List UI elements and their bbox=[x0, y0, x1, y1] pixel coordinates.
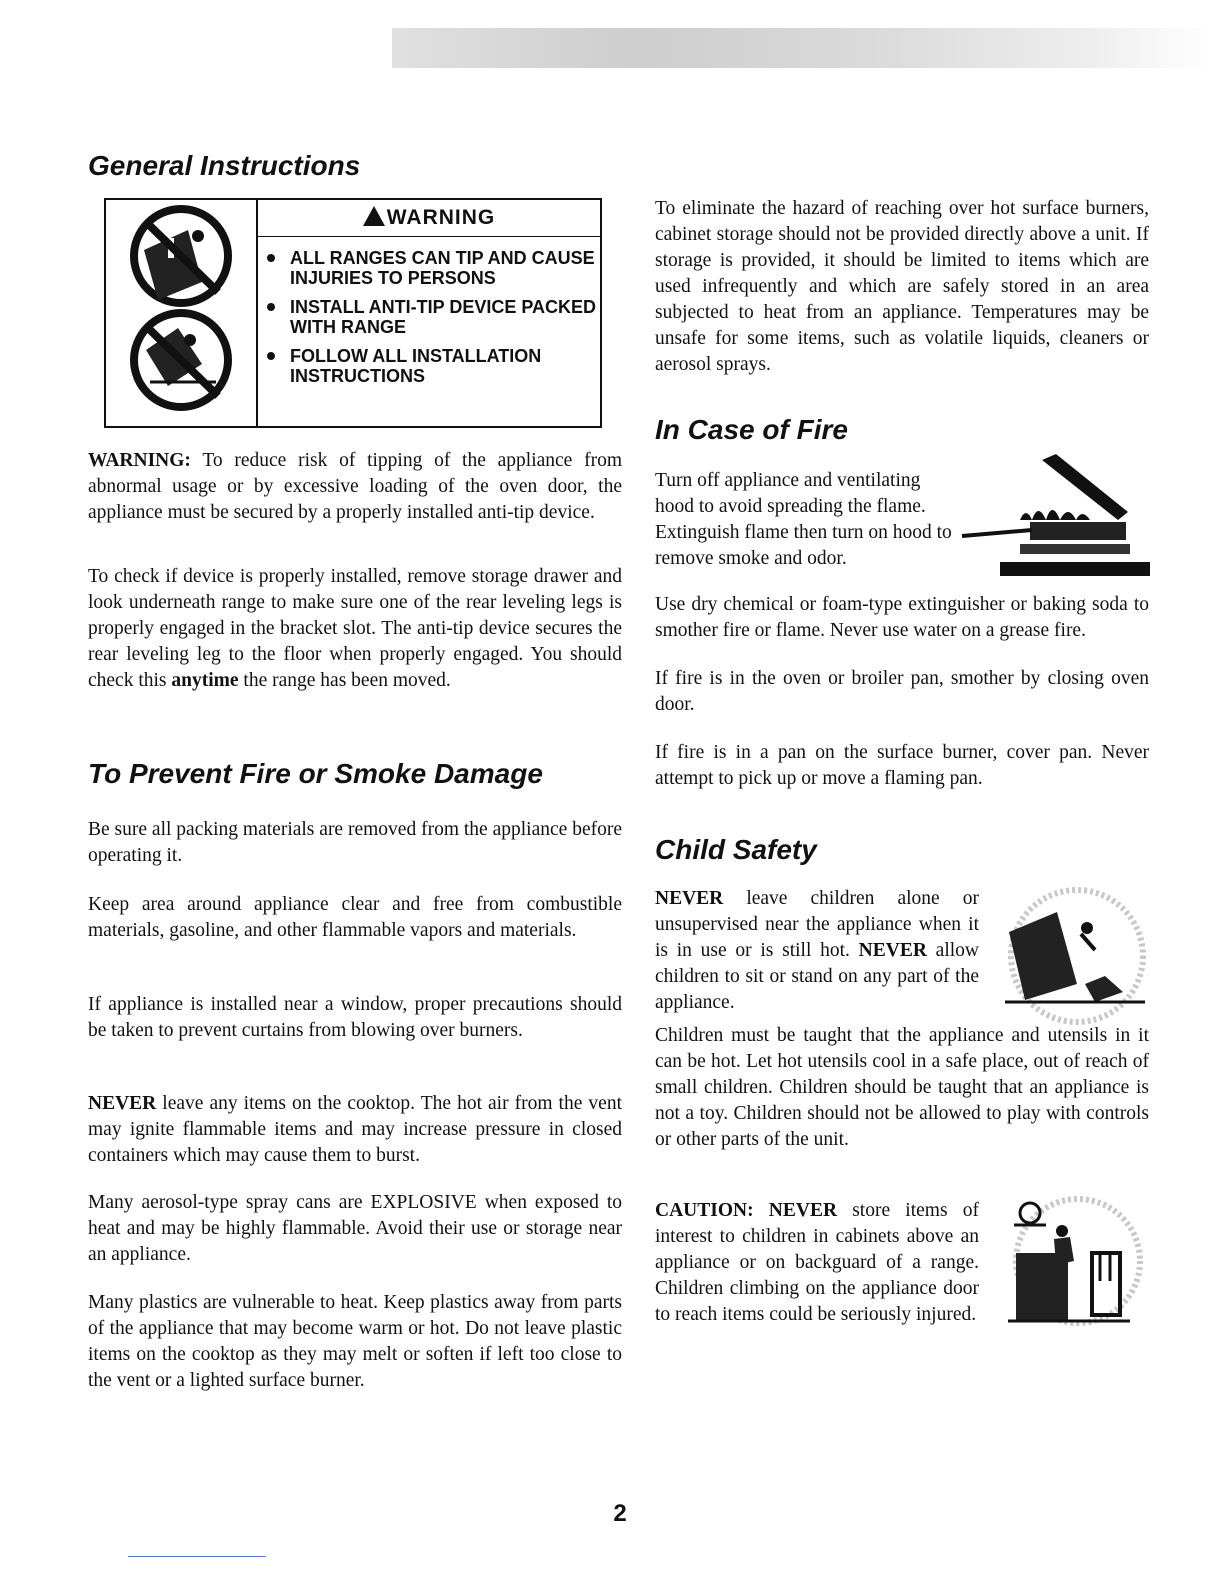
no-tipping-door-icon bbox=[134, 313, 228, 407]
pan-fire-icon bbox=[960, 450, 1155, 580]
prevent-paragraph-5: Many aerosol-type spray cans are EXPLOSIVE when exposed to heat and may be highly flammable. Avoid their use or storage near an appliance. bbox=[88, 1192, 622, 1265]
warning-box bbox=[104, 198, 602, 428]
prevent-paragraph-6: Many plastics are vulnerable to heat. Keep plastics away from parts of the appliance that may become warm or hot. Do not leave plastic items on the cooktop as they may melt or soften if left too close to the vent or a lighted surface burner. bbox=[88, 1292, 622, 1391]
warning-item: ALL RANGES CAN TIP AND CAUSE INJURIES TO PERSONS bbox=[258, 248, 598, 288]
no-climbing-icon bbox=[134, 209, 228, 303]
section-heading-child: Child Safety bbox=[655, 834, 817, 865]
child-no-climbing-icon bbox=[995, 884, 1155, 1034]
warning-item: FOLLOW ALL INSTALLATION INSTRUCTIONS bbox=[258, 346, 598, 386]
header-band bbox=[392, 28, 1212, 68]
prevent-paragraph-1: Be sure all packing materials are removed from the appliance before operating it. bbox=[88, 819, 622, 866]
child-paragraph-3: CAUTION: NEVER store items of interest to children in cabinets above an appliance or on backguard of a range. Children climbing on the appliance door to reach items could be seriously injured. bbox=[655, 1200, 979, 1325]
warning-list bbox=[258, 248, 598, 395]
check-device-paragraph: To check if device is properly installed, remove storage drawer and look underneath range to make sure one of the rear leveling legs is properly engaged in the bracket slot. The anti-tip device secures the rear leveling leg to the floor when properly engaged. You should check this anytime the range has been moved. bbox=[88, 566, 622, 691]
section-heading-prevent: To Prevent Fire or Smoke Damage bbox=[88, 758, 543, 789]
prevent-paragraph-3: If appliance is installed near a window, proper precautions should be taken to prevent curtains from blowing over burners. bbox=[88, 994, 622, 1041]
section-heading-general: General Instructions bbox=[88, 150, 361, 181]
warning-icons-panel bbox=[106, 200, 258, 426]
fire-paragraph-2: Use dry chemical or foam-type extinguisher or baking soda to smother fire or flame. Never use water on a grease fire. bbox=[655, 594, 1149, 641]
no-tipping-icons bbox=[106, 200, 256, 426]
fire-paragraph-1: Turn off appliance and ventilating hood to avoid spreading the flame. Extinguish flame then turn on hood to remove smoke and odor. bbox=[655, 470, 952, 569]
child-paragraph-1: NEVER leave children alone or unsupervised near the appliance when it is in use or is still hot. NEVER allow children to sit or stand on any part of the appliance. bbox=[655, 888, 979, 1013]
warning-title: WARNING bbox=[258, 200, 600, 237]
section-heading-fire: In Case of Fire bbox=[655, 414, 848, 445]
child-on-door-icon bbox=[1000, 1195, 1150, 1335]
child-paragraph-2: Children must be taught that the appliance and utensils in it can be hot. Let hot utensils cool in a safe place, out of reach of small children. Children should be taught that an appliance is not a toy. Children should not be allowed to play with controls or other parts of the unit. bbox=[655, 1025, 1149, 1150]
storage-paragraph: To eliminate the hazard of reaching over hot surface burners, cabinet storage should not be provided directly above a unit. If storage is provided, it should be limited to items which are used infrequently and which are safely stored in an area subjected to heat from an appliance. Temperatures may be unsafe for some items, such as volatile liquids, cleaners or aerosol sprays. bbox=[655, 198, 1149, 375]
page-number: 2 bbox=[613, 1500, 627, 1527]
prevent-paragraph-4: NEVER leave any items on the cooktop. The hot air from the vent may ignite flammable items and may increase pressure in closed containers which may cause them to burst. bbox=[88, 1093, 622, 1166]
fire-paragraph-4: If fire is in a pan on the surface burner, cover pan. Never attempt to pick up or move a flaming pan. bbox=[655, 742, 1149, 789]
warning-triangle-icon bbox=[363, 206, 385, 226]
warning-paragraph: WARNING: To reduce risk of tipping of the appliance from abnormal usage or by excessive loading of the oven door, the appliance must be secured by a properly installed anti-tip device. bbox=[88, 450, 622, 523]
prevent-paragraph-2: Keep area around appliance clear and free from combustible materials, gasoline, and other flammable vapors and materials. bbox=[88, 894, 622, 941]
footer-rule bbox=[128, 1556, 266, 1557]
warning-item: INSTALL ANTI-TIP DEVICE PACKED WITH RANGE bbox=[258, 297, 598, 337]
fire-paragraph-3: If fire is in the oven or broiler pan, smother by closing oven door. bbox=[655, 668, 1149, 715]
